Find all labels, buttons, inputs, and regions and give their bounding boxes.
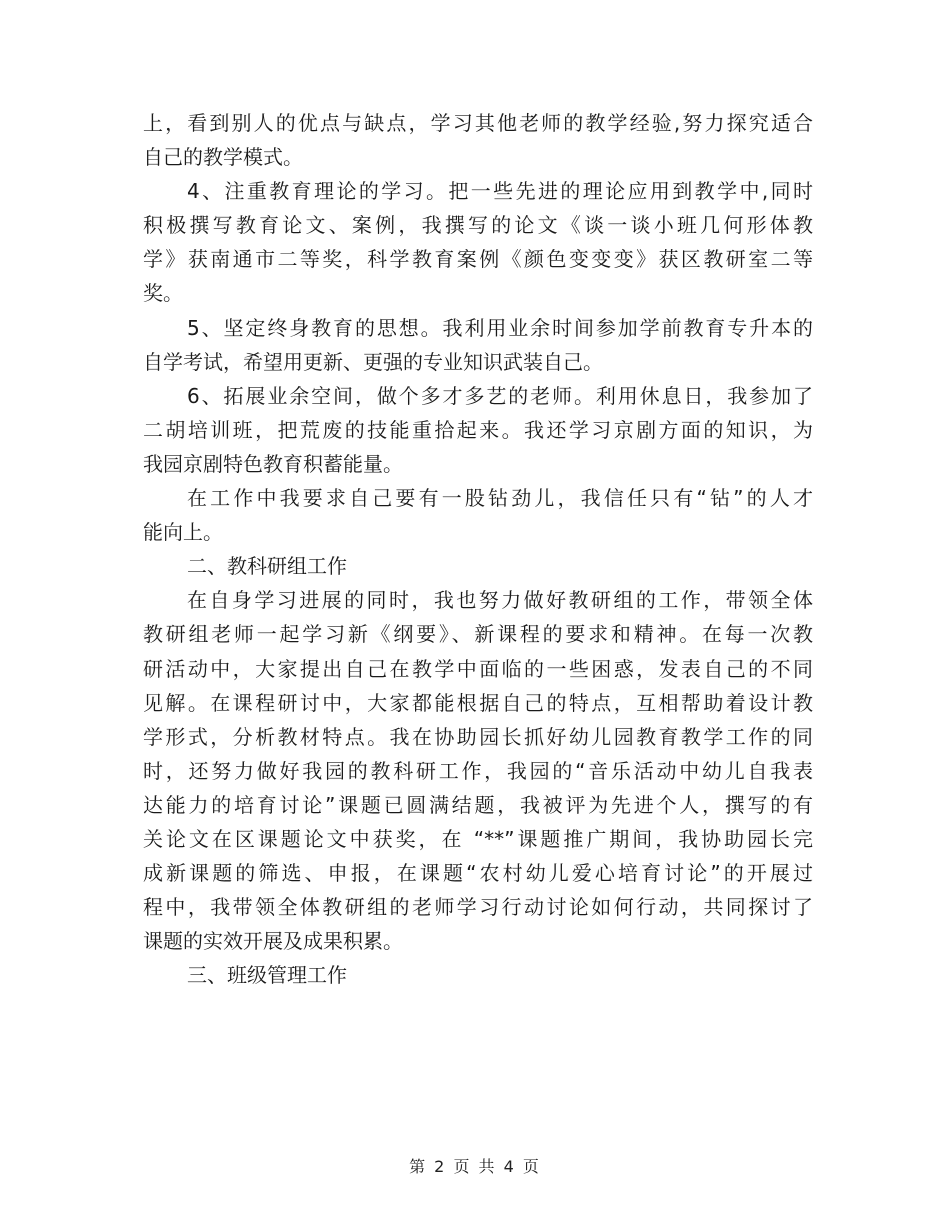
text-line: 在工作中我要求自己要有一股钻劲儿，我信任只有“钻”的人才 <box>187 486 813 511</box>
text-line: 在自身学习进展的同时，我也努力做好教研组的工作，带领全体 <box>187 588 813 613</box>
text-line: 自学考试，希望用更新、更强的专业知识武装自己。 <box>143 349 603 374</box>
text-line: 上，看到别人的优点与缺点，学习其他老师的教学经验,努力探究适合 <box>143 111 813 135</box>
text-line: 4、注重教育理论的学习。把一些先进的理论应用到教学中,同时 <box>187 179 813 204</box>
text-line: 自己的教学模式。 <box>143 145 303 170</box>
text-line: 6、拓展业余空间，做个多才多艺的老师。利用休息日，我参加了 <box>187 383 813 408</box>
text-line: 课题的实效开展及成果积累。 <box>143 929 403 954</box>
text-line: 积极撰写教育论文、案例，我撰写的论文《谈一谈小班几何形体教 <box>143 213 813 238</box>
text-line: 二、教科研组工作 <box>187 554 347 579</box>
text-line: 见解。在课程研讨中，大家都能根据自己的特点，互相帮助着设计教 <box>143 690 813 715</box>
text-line: 关论文在区课题论文中获奖，在 “**”课题推广期间，我协助园长完 <box>143 826 813 851</box>
document-body <box>143 106 813 992</box>
text-line: 三、班级管理工作 <box>187 963 347 988</box>
text-line: 达能力的培育讨论”课题已圆满结题，我被评为先进个人，撰写的有 <box>143 792 813 817</box>
text-line: 5、坚定终身教育的思想。我利用业余时间参加学前教育专升本的 <box>187 315 813 340</box>
text-line: 教研组老师一起学习新《纲要》、新课程的要求和精神。在每一次教 <box>143 622 813 647</box>
text-line: 奖。 <box>143 281 183 306</box>
text-line: 能向上。 <box>143 520 223 545</box>
page-footer: 第 2 页 共 4 页 <box>409 1157 541 1176</box>
text-line: 程中，我带领全体教研组的老师学习行动讨论如何行动，共同探讨了 <box>143 895 813 920</box>
text-line: 研活动中，大家提出自己在教学中面临的一些困惑，发表自己的不同 <box>143 656 813 681</box>
text-line: 成新课题的筛选、申报，在课题“农村幼儿爱心培育讨论”的开展过 <box>143 861 813 886</box>
text-line: 学》获南通市二等奖，科学教育案例《颜色变变变》获区教研室二等 <box>143 247 813 272</box>
text-line: 时，还努力做好我园的教科研工作，我园的“音乐活动中幼儿自我表 <box>143 758 813 783</box>
text-line: 二胡培训班，把荒废的技能重拾起来。我还学习京剧方面的知识，为 <box>143 417 813 442</box>
text-line: 我园京剧特色教育积蓄能量。 <box>143 451 403 476</box>
text-line: 学形式，分析教材特点。我在协助园长抓好幼儿园教育教学工作的同 <box>143 724 813 749</box>
